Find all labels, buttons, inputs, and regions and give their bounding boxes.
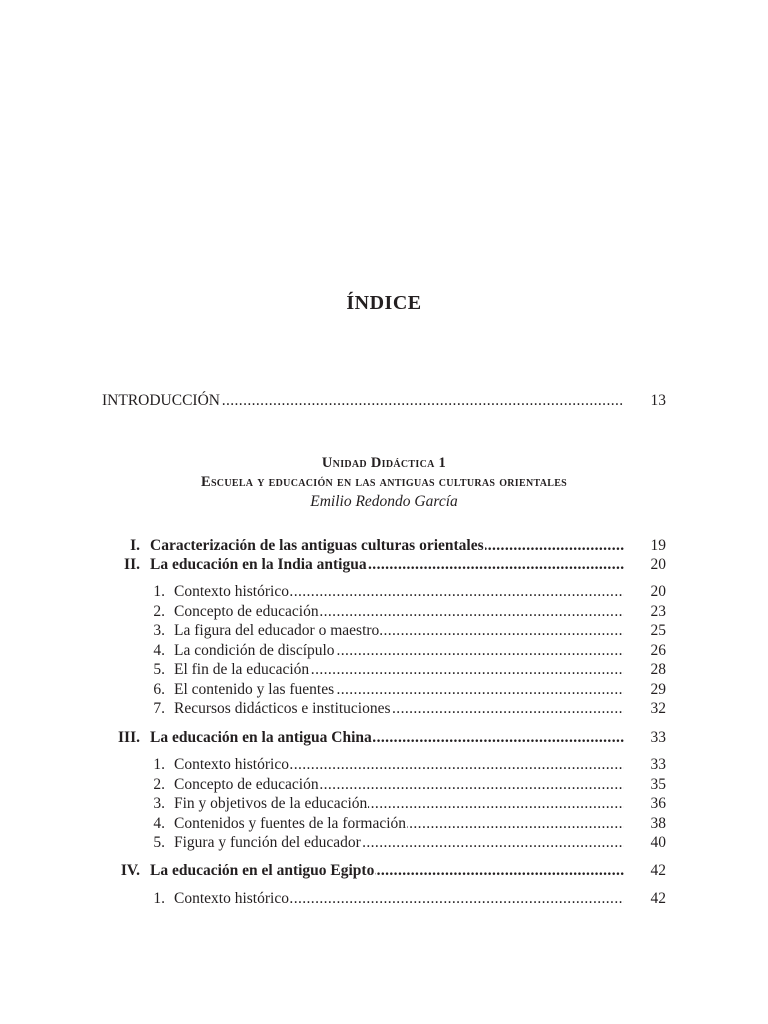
toc-item-page: 29 <box>650 681 666 698</box>
toc-item-label: Contenidos y fuentes de la formación <box>174 815 407 832</box>
toc-section-2[interactable] <box>150 555 624 575</box>
item-number: 1. <box>153 890 165 907</box>
toc-item[interactable] <box>174 641 624 661</box>
toc-item[interactable] <box>174 775 624 795</box>
item-number: 4. <box>153 815 165 832</box>
toc-item[interactable] <box>174 582 624 602</box>
item-number: 3. <box>153 622 165 639</box>
toc-item[interactable] <box>174 794 624 814</box>
toc-item-label: Contexto histórico <box>174 583 289 600</box>
unit-author: Emilio Redondo García <box>310 493 458 510</box>
toc-item-page: 42 <box>650 890 666 907</box>
toc-item-label: Figura y función del educador <box>174 834 361 851</box>
toc-entry-label: INTRODUCCIÓN <box>102 392 220 409</box>
toc-item-page: 26 <box>650 642 666 659</box>
toc-section-label: Caracterización de las antiguas culturas orientales <box>150 537 484 554</box>
item-number: 1. <box>153 756 165 773</box>
toc-item-label: El contenido y las fuentes <box>174 681 335 698</box>
toc-item-page: 36 <box>650 795 666 812</box>
toc-item-label: Concepto de educación <box>174 776 319 793</box>
unit-heading: Unidad Didáctica 1 <box>321 455 447 471</box>
toc-item[interactable] <box>174 699 624 719</box>
item-number: 6. <box>153 681 165 698</box>
toc-item-page: 20 <box>650 583 666 600</box>
toc-item-label: Recursos didácticos e instituciones <box>174 700 391 717</box>
item-number: 2. <box>153 776 165 793</box>
section-number: II. <box>124 556 140 573</box>
toc-section-page: 20 <box>650 556 666 573</box>
page-title: ÍNDICE <box>346 292 422 314</box>
section-number: I. <box>130 537 140 554</box>
section-number: IV. <box>120 862 140 879</box>
unit-subtitle: Escuela y educación en las antiguas culturas orientales <box>200 474 568 490</box>
toc-item-page: 25 <box>650 622 666 639</box>
toc-item[interactable] <box>174 814 624 834</box>
toc-item-label: Contexto histórico <box>174 890 289 907</box>
toc-section-1[interactable] <box>150 536 624 556</box>
toc-item-page: 32 <box>650 700 666 717</box>
toc-item[interactable] <box>174 602 624 622</box>
toc-entry-page: 13 <box>650 392 666 409</box>
item-number: 7. <box>153 700 165 717</box>
toc-section-label: La educación en la antigua China <box>150 729 372 746</box>
toc-item-label: Fin y objetivos de la educación <box>174 795 368 812</box>
toc-item-label: Concepto de educación <box>174 603 319 620</box>
toc-item-page: 35 <box>650 776 666 793</box>
item-number: 5. <box>153 661 165 678</box>
toc-section-4[interactable] <box>150 861 624 881</box>
toc-item[interactable] <box>174 889 624 909</box>
toc-item[interactable] <box>174 621 624 641</box>
toc-section-page: 33 <box>650 729 666 746</box>
toc-item-label: La figura del educador o maestro <box>174 622 380 639</box>
toc-item-page: 33 <box>650 756 666 773</box>
toc-item-label: Contexto histórico <box>174 756 289 773</box>
toc-item-page: 28 <box>650 661 666 678</box>
toc-item[interactable] <box>174 680 624 700</box>
toc-item-label: El fin de la educación <box>174 661 310 678</box>
item-number: 3. <box>153 795 165 812</box>
toc-item-label: La condición de discípulo <box>174 642 335 659</box>
toc-section-3[interactable] <box>150 728 624 748</box>
item-number: 5. <box>153 834 165 851</box>
toc-section-label: La educación en el antiguo Egipto <box>150 862 375 879</box>
toc-item-page: 23 <box>650 603 666 620</box>
toc-entry-intro[interactable] <box>102 391 624 411</box>
toc-section-label: La educación en la India antigua <box>150 556 367 573</box>
item-number: 2. <box>153 603 165 620</box>
section-number: III. <box>118 729 140 746</box>
toc-item[interactable] <box>174 660 624 680</box>
toc-section-page: 42 <box>650 862 666 879</box>
item-number: 1. <box>153 583 165 600</box>
toc-section-page: 19 <box>650 537 666 554</box>
item-number: 4. <box>153 642 165 659</box>
toc-item[interactable] <box>174 755 624 775</box>
toc-item[interactable] <box>174 833 624 853</box>
toc-item-page: 38 <box>650 815 666 832</box>
toc-item-page: 40 <box>650 834 666 851</box>
